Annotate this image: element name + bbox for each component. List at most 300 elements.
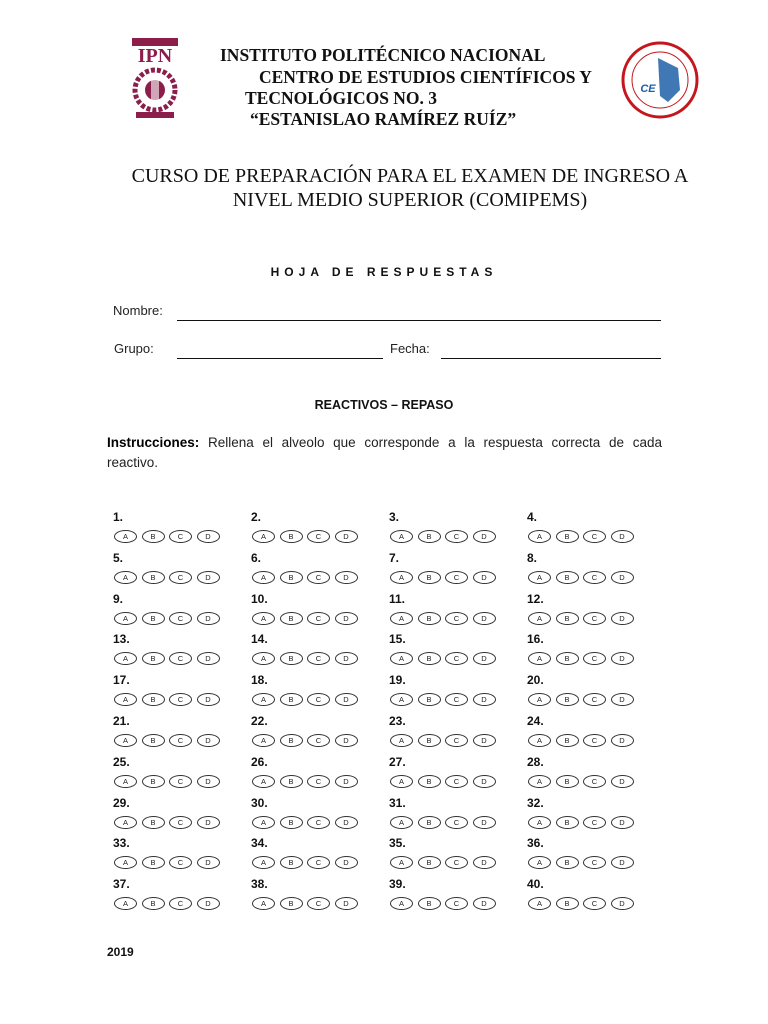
answer-bubbles xyxy=(390,652,500,665)
answer-bubble-b[interactable]: B xyxy=(142,856,165,869)
answer-bubble-d[interactable]: D xyxy=(473,734,496,747)
question-number: 18. xyxy=(251,673,268,688)
ipn-logo-text: IPN xyxy=(137,45,173,67)
answer-bubble-a[interactable]: A xyxy=(390,897,413,910)
question-item xyxy=(527,510,665,551)
answer-bubbles xyxy=(528,571,638,584)
answer-bubble-c[interactable]: C xyxy=(445,530,468,543)
answer-bubble-a[interactable]: A xyxy=(252,856,275,869)
answer-bubble-c[interactable]: C xyxy=(169,693,192,706)
answer-bubble-c[interactable]: C xyxy=(169,652,192,665)
answer-bubble-c[interactable]: C xyxy=(307,530,330,543)
question-number: 11. xyxy=(389,591,406,606)
question-item xyxy=(527,632,665,673)
answer-bubble-c[interactable]: C xyxy=(445,571,468,584)
question-number: 24. xyxy=(527,713,544,728)
question-item xyxy=(389,714,527,755)
answer-bubble-c[interactable]: C xyxy=(307,897,330,910)
question-item xyxy=(527,714,665,755)
question-item xyxy=(113,510,251,551)
answer-bubble-a[interactable]: A xyxy=(528,856,551,869)
question-number: 5. xyxy=(113,550,124,565)
question-item xyxy=(527,796,665,837)
grupo-label: Grupo: xyxy=(114,341,154,356)
answer-bubble-d[interactable]: D xyxy=(335,571,358,584)
question-item xyxy=(251,877,389,918)
question-number: 38. xyxy=(251,877,268,892)
answer-bubble-d[interactable]: D xyxy=(335,693,358,706)
question-number: 16. xyxy=(527,632,544,647)
answer-bubble-b[interactable]: B xyxy=(556,693,579,706)
answer-bubble-a[interactable]: A xyxy=(390,816,413,829)
answer-bubble-a[interactable]: A xyxy=(528,897,551,910)
answer-bubbles xyxy=(252,652,362,665)
question-number: 12. xyxy=(527,591,544,606)
answer-bubbles xyxy=(390,571,500,584)
question-item xyxy=(251,714,389,755)
answer-bubble-c[interactable]: C xyxy=(583,734,606,747)
answer-bubble-d[interactable]: D xyxy=(611,612,634,625)
answer-bubble-a[interactable]: A xyxy=(528,530,551,543)
answer-bubble-b[interactable]: B xyxy=(556,571,579,584)
question-item xyxy=(251,592,389,633)
question-item xyxy=(389,796,527,837)
question-item xyxy=(389,551,527,592)
answer-bubbles xyxy=(390,856,500,869)
answer-bubble-a[interactable]: A xyxy=(528,693,551,706)
question-number: 35. xyxy=(389,836,406,851)
answer-bubble-a[interactable]: A xyxy=(528,612,551,625)
question-number: 36. xyxy=(527,836,544,851)
answer-bubble-a[interactable]: A xyxy=(390,612,413,625)
answer-bubble-c[interactable]: C xyxy=(583,693,606,706)
question-number: 3. xyxy=(389,510,400,524)
question-number: 19. xyxy=(389,673,406,688)
answer-bubble-d[interactable]: D xyxy=(335,897,358,910)
answer-bubble-d[interactable]: D xyxy=(473,530,496,543)
answer-bubble-a[interactable]: A xyxy=(114,612,137,625)
answer-bubble-d[interactable]: D xyxy=(611,530,634,543)
answer-bubble-b[interactable]: B xyxy=(556,775,579,788)
answer-bubble-c[interactable]: C xyxy=(307,856,330,869)
question-item xyxy=(527,673,665,714)
answer-bubble-b[interactable]: B xyxy=(556,530,579,543)
answer-bubble-a[interactable]: A xyxy=(528,734,551,747)
answer-bubble-b[interactable]: B xyxy=(418,775,441,788)
answer-bubble-b[interactable]: B xyxy=(418,693,441,706)
answer-bubble-b[interactable]: B xyxy=(142,652,165,665)
question-number: 7. xyxy=(389,550,400,565)
answer-bubble-c[interactable]: C xyxy=(307,816,330,829)
question-number: 23. xyxy=(389,713,406,728)
question-item xyxy=(113,755,251,796)
answer-bubble-c[interactable]: C xyxy=(307,652,330,665)
answer-bubble-d[interactable]: D xyxy=(473,775,496,788)
answer-bubble-a[interactable]: A xyxy=(114,897,137,910)
nombre-label: Nombre: xyxy=(113,303,163,318)
institution-name: INSTITUTO POLITÉCNICO NACIONAL xyxy=(220,45,546,65)
answer-bubble-d[interactable]: D xyxy=(473,856,496,869)
center-name: CENTRO DE ESTUDIOS CIENTÍFICOS Y xyxy=(259,67,592,87)
question-item xyxy=(527,877,665,918)
school-name: “ESTANISLAO RAMÍREZ RUÍZ” xyxy=(250,109,517,129)
answer-bubbles xyxy=(252,856,362,869)
answer-bubble-b[interactable]: B xyxy=(280,652,303,665)
answer-bubble-b[interactable]: B xyxy=(142,734,165,747)
answer-bubble-b[interactable]: B xyxy=(556,734,579,747)
answer-bubble-c[interactable]: C xyxy=(169,775,192,788)
question-number: 6. xyxy=(251,550,262,565)
answer-bubbles xyxy=(114,816,224,829)
question-number: 15. xyxy=(389,632,406,647)
answer-bubble-b[interactable]: B xyxy=(142,816,165,829)
answer-bubble-a[interactable]: A xyxy=(252,612,275,625)
answer-bubble-b[interactable]: B xyxy=(280,571,303,584)
answer-bubble-d[interactable]: D xyxy=(335,734,358,747)
answer-bubble-b[interactable]: B xyxy=(280,734,303,747)
answer-bubble-a[interactable]: A xyxy=(252,734,275,747)
answer-bubble-b[interactable]: B xyxy=(142,693,165,706)
answer-bubble-a[interactable]: A xyxy=(114,693,137,706)
answer-bubble-b[interactable]: B xyxy=(280,816,303,829)
answer-bubble-b[interactable]: B xyxy=(280,693,303,706)
answer-bubble-d[interactable]: D xyxy=(335,612,358,625)
answer-grid xyxy=(113,510,673,918)
answer-bubble-b[interactable]: B xyxy=(142,612,165,625)
question-number: 17. xyxy=(113,673,130,688)
fecha-field[interactable] xyxy=(441,358,661,359)
answer-bubble-b[interactable]: B xyxy=(556,652,579,665)
answer-bubble-a[interactable]: A xyxy=(114,530,137,543)
answer-bubble-c[interactable]: C xyxy=(169,856,192,869)
answer-bubble-a[interactable]: A xyxy=(390,530,413,543)
answer-bubble-b[interactable]: B xyxy=(556,612,579,625)
answer-bubbles xyxy=(252,693,362,706)
answer-bubbles xyxy=(390,530,500,543)
answer-bubble-a[interactable]: A xyxy=(252,693,275,706)
question-number: 10. xyxy=(251,591,268,606)
question-item xyxy=(113,592,251,633)
answer-bubbles xyxy=(252,816,362,829)
answer-bubble-b[interactable]: B xyxy=(280,897,303,910)
instructions-text: Rellena el alveolo que corresponde a la respuesta correcta de cada reactivo. xyxy=(107,435,662,470)
question-number: 32. xyxy=(527,795,544,810)
answer-bubble-c[interactable]: C xyxy=(307,693,330,706)
grupo-field[interactable] xyxy=(177,358,383,359)
question-number: 39. xyxy=(389,877,406,892)
answer-bubble-c[interactable]: C xyxy=(169,897,192,910)
question-item xyxy=(527,755,665,796)
answer-bubble-b[interactable]: B xyxy=(418,734,441,747)
answer-bubble-a[interactable]: A xyxy=(390,856,413,869)
answer-bubble-c[interactable]: C xyxy=(583,856,606,869)
answer-bubble-c[interactable]: C xyxy=(583,652,606,665)
question-number: 33. xyxy=(113,836,130,851)
question-number: 22. xyxy=(251,713,268,728)
question-item xyxy=(527,836,665,877)
answer-bubbles xyxy=(528,775,638,788)
answer-bubble-a[interactable]: A xyxy=(390,775,413,788)
answer-bubble-d[interactable]: D xyxy=(197,897,220,910)
course-title-line-1: CURSO DE PREPARACIÓN PARA EL EXAMEN DE INGRESO A xyxy=(131,165,689,187)
answer-bubble-c[interactable]: C xyxy=(583,571,606,584)
center-name-2: TECNOLÓGICOS NO. 3 xyxy=(245,88,438,108)
answer-bubble-d[interactable]: D xyxy=(611,734,634,747)
question-item xyxy=(527,551,665,592)
question-item xyxy=(389,877,527,918)
answer-bubble-c[interactable]: C xyxy=(169,816,192,829)
question-number: 21. xyxy=(113,713,130,728)
question-item xyxy=(113,836,251,877)
nombre-field[interactable] xyxy=(177,320,661,321)
question-item xyxy=(113,796,251,837)
answer-bubble-b[interactable]: B xyxy=(418,571,441,584)
question-number: 13. xyxy=(113,632,130,647)
answer-bubble-d[interactable]: D xyxy=(197,571,220,584)
answer-bubbles xyxy=(252,734,362,747)
answer-bubble-a[interactable]: A xyxy=(390,693,413,706)
answer-bubble-d[interactable]: D xyxy=(473,897,496,910)
answer-bubble-a[interactable]: A xyxy=(390,652,413,665)
question-item xyxy=(251,755,389,796)
answer-bubble-c[interactable]: C xyxy=(445,612,468,625)
question-item xyxy=(113,714,251,755)
question-item xyxy=(251,796,389,837)
answer-bubbles xyxy=(528,693,638,706)
question-number: 34. xyxy=(251,836,268,851)
answer-bubbles xyxy=(114,612,224,625)
answer-bubble-c[interactable]: C xyxy=(583,816,606,829)
answer-bubble-b[interactable]: B xyxy=(418,530,441,543)
answer-bubbles xyxy=(252,612,362,625)
answer-bubble-d[interactable]: D xyxy=(611,897,634,910)
instructions xyxy=(107,433,662,473)
answer-bubble-d[interactable]: D xyxy=(611,816,634,829)
course-title xyxy=(110,164,710,212)
answer-bubble-b[interactable]: B xyxy=(280,530,303,543)
answer-bubbles xyxy=(252,775,362,788)
answer-bubble-d[interactable]: D xyxy=(473,652,496,665)
answer-bubble-d[interactable]: D xyxy=(335,530,358,543)
answer-bubbles xyxy=(114,693,224,706)
answer-bubble-a[interactable]: A xyxy=(252,652,275,665)
cecyt-logo-text: CE xyxy=(640,83,656,95)
answer-bubbles xyxy=(114,652,224,665)
answer-bubble-a[interactable]: A xyxy=(528,652,551,665)
answer-bubbles xyxy=(528,816,638,829)
answer-bubble-c[interactable]: C xyxy=(583,775,606,788)
question-item xyxy=(527,592,665,633)
answer-bubble-a[interactable]: A xyxy=(114,571,137,584)
answer-bubble-a[interactable]: A xyxy=(528,775,551,788)
answer-bubble-c[interactable]: C xyxy=(307,734,330,747)
answer-bubble-d[interactable]: D xyxy=(335,775,358,788)
answer-bubbles xyxy=(528,530,638,543)
question-number: 26. xyxy=(251,754,268,769)
answer-bubble-b[interactable]: B xyxy=(142,897,165,910)
question-number: 1. xyxy=(113,510,124,524)
answer-bubble-b[interactable]: B xyxy=(280,612,303,625)
answer-bubble-a[interactable]: A xyxy=(252,897,275,910)
question-item xyxy=(251,510,389,551)
answer-bubble-c[interactable]: C xyxy=(307,571,330,584)
answer-bubbles xyxy=(390,693,500,706)
instructions-label: Instrucciones: xyxy=(107,435,200,450)
question-number: 31. xyxy=(389,795,406,810)
question-number: 29. xyxy=(113,795,130,810)
answer-bubble-d[interactable]: D xyxy=(611,693,634,706)
answer-bubble-c[interactable]: C xyxy=(169,571,192,584)
fecha-label: Fecha: xyxy=(390,341,430,356)
answer-bubble-c[interactable]: C xyxy=(445,816,468,829)
answer-bubble-d[interactable]: D xyxy=(197,612,220,625)
question-number: 40. xyxy=(527,877,544,892)
answer-bubbles xyxy=(390,816,500,829)
answer-bubbles xyxy=(114,530,224,543)
question-item xyxy=(251,632,389,673)
question-item xyxy=(389,592,527,633)
question-item xyxy=(113,673,251,714)
answer-bubble-a[interactable]: A xyxy=(114,856,137,869)
answer-bubble-d[interactable]: D xyxy=(611,856,634,869)
answer-bubble-d[interactable]: D xyxy=(197,530,220,543)
answer-bubble-a[interactable]: A xyxy=(252,530,275,543)
answer-bubble-b[interactable]: B xyxy=(418,856,441,869)
answer-bubble-c[interactable]: C xyxy=(169,530,192,543)
question-item xyxy=(389,632,527,673)
answer-bubble-a[interactable]: A xyxy=(114,816,137,829)
answer-bubble-c[interactable]: C xyxy=(583,612,606,625)
answer-bubble-d[interactable]: D xyxy=(335,652,358,665)
answer-bubbles xyxy=(390,734,500,747)
answer-bubble-b[interactable]: B xyxy=(142,571,165,584)
answer-bubble-b[interactable]: B xyxy=(280,856,303,869)
question-item xyxy=(389,755,527,796)
answer-bubble-a[interactable]: A xyxy=(114,734,137,747)
answer-bubble-a[interactable]: A xyxy=(390,734,413,747)
answer-bubble-d[interactable]: D xyxy=(611,775,634,788)
answer-bubble-d[interactable]: D xyxy=(611,652,634,665)
question-number: 9. xyxy=(113,591,124,606)
answer-bubble-a[interactable]: A xyxy=(252,775,275,788)
answer-bubble-d[interactable]: D xyxy=(473,612,496,625)
answer-bubbles xyxy=(390,612,500,625)
answer-bubbles xyxy=(528,612,638,625)
answer-bubble-d[interactable]: D xyxy=(335,856,358,869)
answer-bubble-b[interactable]: B xyxy=(418,897,441,910)
answer-bubble-a[interactable]: A xyxy=(528,816,551,829)
question-number: 25. xyxy=(113,754,130,769)
answer-bubble-b[interactable]: B xyxy=(556,856,579,869)
question-item xyxy=(389,510,527,551)
question-number: 8. xyxy=(527,550,538,565)
answer-bubble-b[interactable]: B xyxy=(280,775,303,788)
answer-bubble-d[interactable]: D xyxy=(197,856,220,869)
answer-bubbles xyxy=(114,571,224,584)
answer-bubble-b[interactable]: B xyxy=(418,652,441,665)
section-title: REACTIVOS – REPASO xyxy=(314,398,454,412)
answer-bubble-d[interactable]: D xyxy=(473,693,496,706)
answer-bubble-c[interactable]: C xyxy=(445,693,468,706)
answer-bubbles xyxy=(114,775,224,788)
answer-bubbles xyxy=(252,571,362,584)
answer-bubble-d[interactable]: D xyxy=(197,816,220,829)
answer-bubbles xyxy=(390,897,500,910)
question-number: 2. xyxy=(251,510,262,524)
answer-bubble-a[interactable]: A xyxy=(114,652,137,665)
answer-bubble-c[interactable]: C xyxy=(307,612,330,625)
course-title-line-2: NIVEL MEDIO SUPERIOR (COMIPEMS) xyxy=(232,189,588,211)
answer-bubble-d[interactable]: D xyxy=(335,816,358,829)
ipn-logo xyxy=(126,34,184,120)
answer-bubble-c[interactable]: C xyxy=(445,652,468,665)
answer-bubble-b[interactable]: B xyxy=(556,897,579,910)
answer-bubble-c[interactable]: C xyxy=(583,530,606,543)
answer-bubble-b[interactable]: B xyxy=(418,612,441,625)
answer-bubble-c[interactable]: C xyxy=(445,775,468,788)
answer-bubble-d[interactable]: D xyxy=(473,571,496,584)
year: 2019 xyxy=(107,945,134,959)
question-number: 4. xyxy=(527,510,538,524)
question-number: 20. xyxy=(527,673,544,688)
answer-bubble-a[interactable]: A xyxy=(114,775,137,788)
question-number: 37. xyxy=(113,877,130,892)
question-item xyxy=(113,551,251,592)
answer-bubbles xyxy=(528,856,638,869)
answer-bubble-c[interactable]: C xyxy=(445,856,468,869)
answer-bubbles xyxy=(390,775,500,788)
answer-bubble-d[interactable]: D xyxy=(197,693,220,706)
answer-bubble-b[interactable]: B xyxy=(556,816,579,829)
answer-bubble-a[interactable]: A xyxy=(252,816,275,829)
question-number: 30. xyxy=(251,795,268,810)
answer-bubble-a[interactable]: A xyxy=(252,571,275,584)
answer-bubble-c[interactable]: C xyxy=(583,897,606,910)
answer-bubbles xyxy=(114,856,224,869)
answer-bubble-d[interactable]: D xyxy=(473,816,496,829)
answer-bubble-a[interactable]: A xyxy=(390,571,413,584)
question-item xyxy=(251,836,389,877)
answer-bubble-c[interactable]: C xyxy=(169,612,192,625)
question-item xyxy=(113,877,251,918)
answer-bubble-c[interactable]: C xyxy=(445,897,468,910)
question-number: 14. xyxy=(251,632,268,647)
question-item xyxy=(389,673,527,714)
answer-bubble-b[interactable]: B xyxy=(418,816,441,829)
answer-bubble-d[interactable]: D xyxy=(611,571,634,584)
answer-bubble-d[interactable]: D xyxy=(197,775,220,788)
answer-bubbles xyxy=(114,897,224,910)
answer-bubble-d[interactable]: D xyxy=(197,734,220,747)
answer-bubble-c[interactable]: C xyxy=(307,775,330,788)
answer-bubbles xyxy=(528,652,638,665)
answer-bubble-b[interactable]: B xyxy=(142,775,165,788)
answer-bubble-d[interactable]: D xyxy=(197,652,220,665)
answer-bubbles xyxy=(252,530,362,543)
answer-bubble-a[interactable]: A xyxy=(528,571,551,584)
sheet-title: HOJA DE RESPUESTAS xyxy=(270,265,498,279)
question-item xyxy=(251,673,389,714)
question-item xyxy=(389,836,527,877)
answer-bubble-c[interactable]: C xyxy=(169,734,192,747)
answer-bubble-b[interactable]: B xyxy=(142,530,165,543)
question-number: 27. xyxy=(389,754,406,769)
answer-bubbles xyxy=(528,734,638,747)
cecyt-logo xyxy=(620,40,700,120)
answer-bubble-c[interactable]: C xyxy=(445,734,468,747)
answer-bubbles xyxy=(252,897,362,910)
answer-bubbles xyxy=(528,897,638,910)
